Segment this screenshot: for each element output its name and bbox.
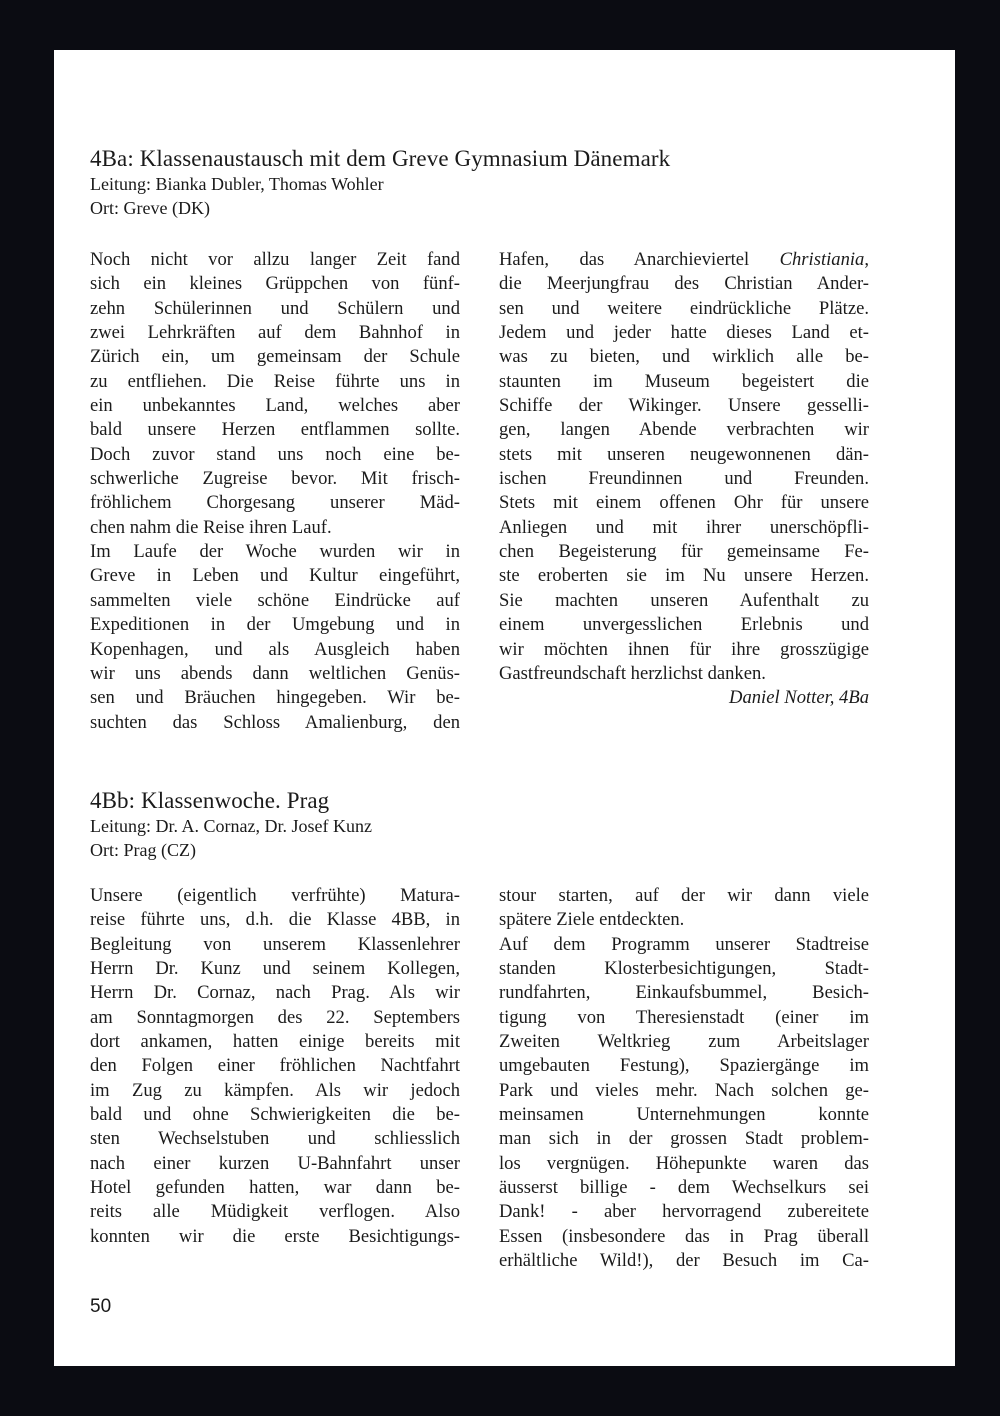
text-line: bald unsere Herzen entflammen sollte. [90, 419, 460, 441]
text-fragment: , [864, 249, 869, 270]
text-line: Park und vieles mehr. Nach solchen ge- [499, 1079, 869, 1101]
section-4ba-column-right [499, 248, 869, 711]
text-line: sten Wechselstuben und schliesslich [90, 1128, 460, 1150]
text-line: Anliegen und mit ihrer unerschöpfli- [499, 516, 869, 538]
text-line: Schiffe der Wikinger. Unsere gesselli- [499, 395, 869, 417]
section-ort: Ort: Prag (CZ) [90, 840, 196, 860]
text-line: bald und ohne Schwierigkeiten die be- [90, 1104, 460, 1126]
text-line: rundfahrten, Einkaufsbummel, Besich- [499, 982, 869, 1004]
text-line: Auf dem Programm unserer Stadtreise [499, 933, 869, 955]
text-line: sen und Bräuchen hingegeben. Wir be- [90, 687, 460, 709]
section-leitung: Leitung: Dr. A. Cornaz, Dr. Josef Kunz [90, 816, 372, 836]
text-line: erhältliche Wild!), der Besuch im Ca- [499, 1250, 869, 1272]
text-line: Sie machten unseren Aufenthalt zu [499, 589, 869, 611]
text-line: zu entfliehen. Die Reise führte uns in [90, 370, 460, 392]
text-line: nach einer kurzen U-Bahnfahrt unser [90, 1152, 460, 1174]
text-line: fröhlichem Chorgesang unserer Mäd- [90, 492, 460, 514]
text-line: äusserst billige - dem Wechselkurs sei [499, 1177, 869, 1199]
text-line: Doch zuvor stand uns noch eine be- [90, 443, 460, 465]
text-line: chen nahm die Reise ihren Lauf. [90, 516, 332, 538]
text-line: Unsere (eigentlich verfrühte) Matura- [90, 885, 460, 906]
text-line: Stets mit einem offenen Ohr für unsere [499, 492, 869, 514]
text-line: staunten im Museum begeistert die [499, 370, 869, 392]
text-line [499, 248, 869, 272]
text-line: konnten wir die erste Besichtigungs- [90, 1225, 460, 1247]
text-line: im Zug zu kämpfen. Als wir jedoch [90, 1079, 460, 1101]
text-line: sen und weitere eindrückliche Plätze. [499, 297, 869, 319]
text-line: Zweiten Weltkrieg zum Arbeitslager [499, 1031, 869, 1053]
text-line: zehn Schülerinnen und Schülern und [90, 297, 460, 319]
text-line: ischen Freundinnen und Freunden. [499, 468, 869, 490]
text-line: Gastfreundschaft herzlichst danken. [499, 662, 766, 684]
text-line: am Sonntagmorgen des 22. Septembers [90, 1006, 460, 1028]
text-line: wir uns abends dann weltlichen Genüs- [90, 662, 460, 684]
text-line: spätere Ziele entdeckten. [499, 909, 685, 931]
section-4bb-column-right [499, 884, 869, 1274]
text-line: Kopenhagen, und als Ausgleich haben [90, 638, 460, 660]
text-line: wir möchten ihnen für ihre grosszügige [499, 638, 869, 660]
text-line: reits alle Müdigkeit verflogen. Also [90, 1201, 460, 1223]
text-line: stets mit unseren neugewonnenen dän- [499, 443, 869, 465]
section-4bb-column-left [90, 884, 460, 1249]
text-line: chen Begeisterung für gemeinsame Fe- [499, 541, 869, 563]
text-line: schwerliche Zugreise bevor. Mit frisch- [90, 468, 460, 490]
text-line: Essen (insbesondere das in Prag überall [499, 1225, 869, 1247]
text-line: Herrn Dr. Cornaz, nach Prag. Als wir [90, 982, 460, 1004]
text-line: Herrn Dr. Kunz und seinem Kollegen, [90, 958, 460, 980]
text-line: Jedem und jeder hatte dieses Land et- [499, 322, 869, 344]
text-line: meinsamen Unternehmungen konnte [499, 1104, 869, 1126]
text-line: sammelten viele schöne Eindrücke auf [90, 589, 460, 611]
section-title: 4Ba: Klassenaustausch mit dem Greve Gymnasium Dänemark [90, 146, 671, 171]
text-line: Dank! - aber hervorragend zubereitete [499, 1201, 869, 1223]
text-line: Expeditionen in der Umgebung und in [90, 614, 460, 636]
text-line: die Meerjungfrau des Christian Ander- [499, 273, 869, 295]
text-line: einem unvergesslichen Erlebnis und [499, 614, 869, 636]
section-title: 4Bb: Klassenwoche. Prag [90, 788, 330, 813]
text-line: reise führte uns, d.h. die Klasse 4BB, in [90, 909, 460, 931]
text-line: ein unbekanntes Land, welches aber [90, 395, 460, 417]
section-4bb-header [90, 788, 372, 862]
text-line: ste eroberten sie im Nu unsere Herzen. [499, 565, 869, 587]
text-line: sich ein kleines Grüppchen von fünf- [90, 273, 460, 295]
author-signature: Daniel Notter, 4Ba [729, 687, 869, 709]
text-line: Hotel gefunden hatten, war dann be- [90, 1177, 460, 1199]
text-line: tigung von Theresienstadt (einer im [499, 1006, 869, 1028]
text-line: dort ankamen, hatten einige bereits mit [90, 1031, 460, 1053]
page-number: 50 [90, 1296, 112, 1317]
author-line [499, 686, 869, 710]
text-line: was zu bieten, und wirklich alle be- [499, 346, 869, 368]
text-line: Noch nicht vor allzu langer Zeit fand [90, 249, 460, 270]
text-fragment: Hafen, das Anarchieviertel [499, 249, 780, 270]
text-line: Greve in Leben und Kultur eingeführt, [90, 565, 460, 587]
italic-name: Christiania [779, 249, 865, 270]
section-4ba-column-left [90, 248, 460, 735]
text-line: Begleitung von unserem Klassenlehrer [90, 933, 460, 955]
document-page [54, 50, 955, 1366]
text-line: standen Klosterbesichtigungen, Stadt- [499, 958, 869, 980]
section-4ba-header [90, 146, 670, 220]
text-line: los vergnügen. Höhepunkte waren das [499, 1152, 869, 1174]
section-leitung: Leitung: Bianka Dubler, Thomas Wohler [90, 174, 384, 194]
text-line: den Folgen einer fröhlichen Nachtfahrt [90, 1055, 460, 1077]
text-line: gen, langen Abende verbrachten wir [499, 419, 869, 441]
text-line: Im Laufe der Woche wurden wir in [90, 541, 460, 563]
section-ort: Ort: Greve (DK) [90, 198, 210, 218]
text-line: zwei Lehrkräften auf dem Bahnhof in [90, 322, 460, 344]
text-line: umgebauten Festung), Spaziergänge im [499, 1055, 869, 1077]
text-line: man sich in der grossen Stadt problem- [499, 1128, 869, 1150]
text-line: stour starten, auf der wir dann viele [499, 885, 869, 906]
text-line: suchten das Schloss Amalienburg, den [90, 711, 460, 733]
text-line: Zürich ein, um gemeinsam der Schule [90, 346, 460, 368]
